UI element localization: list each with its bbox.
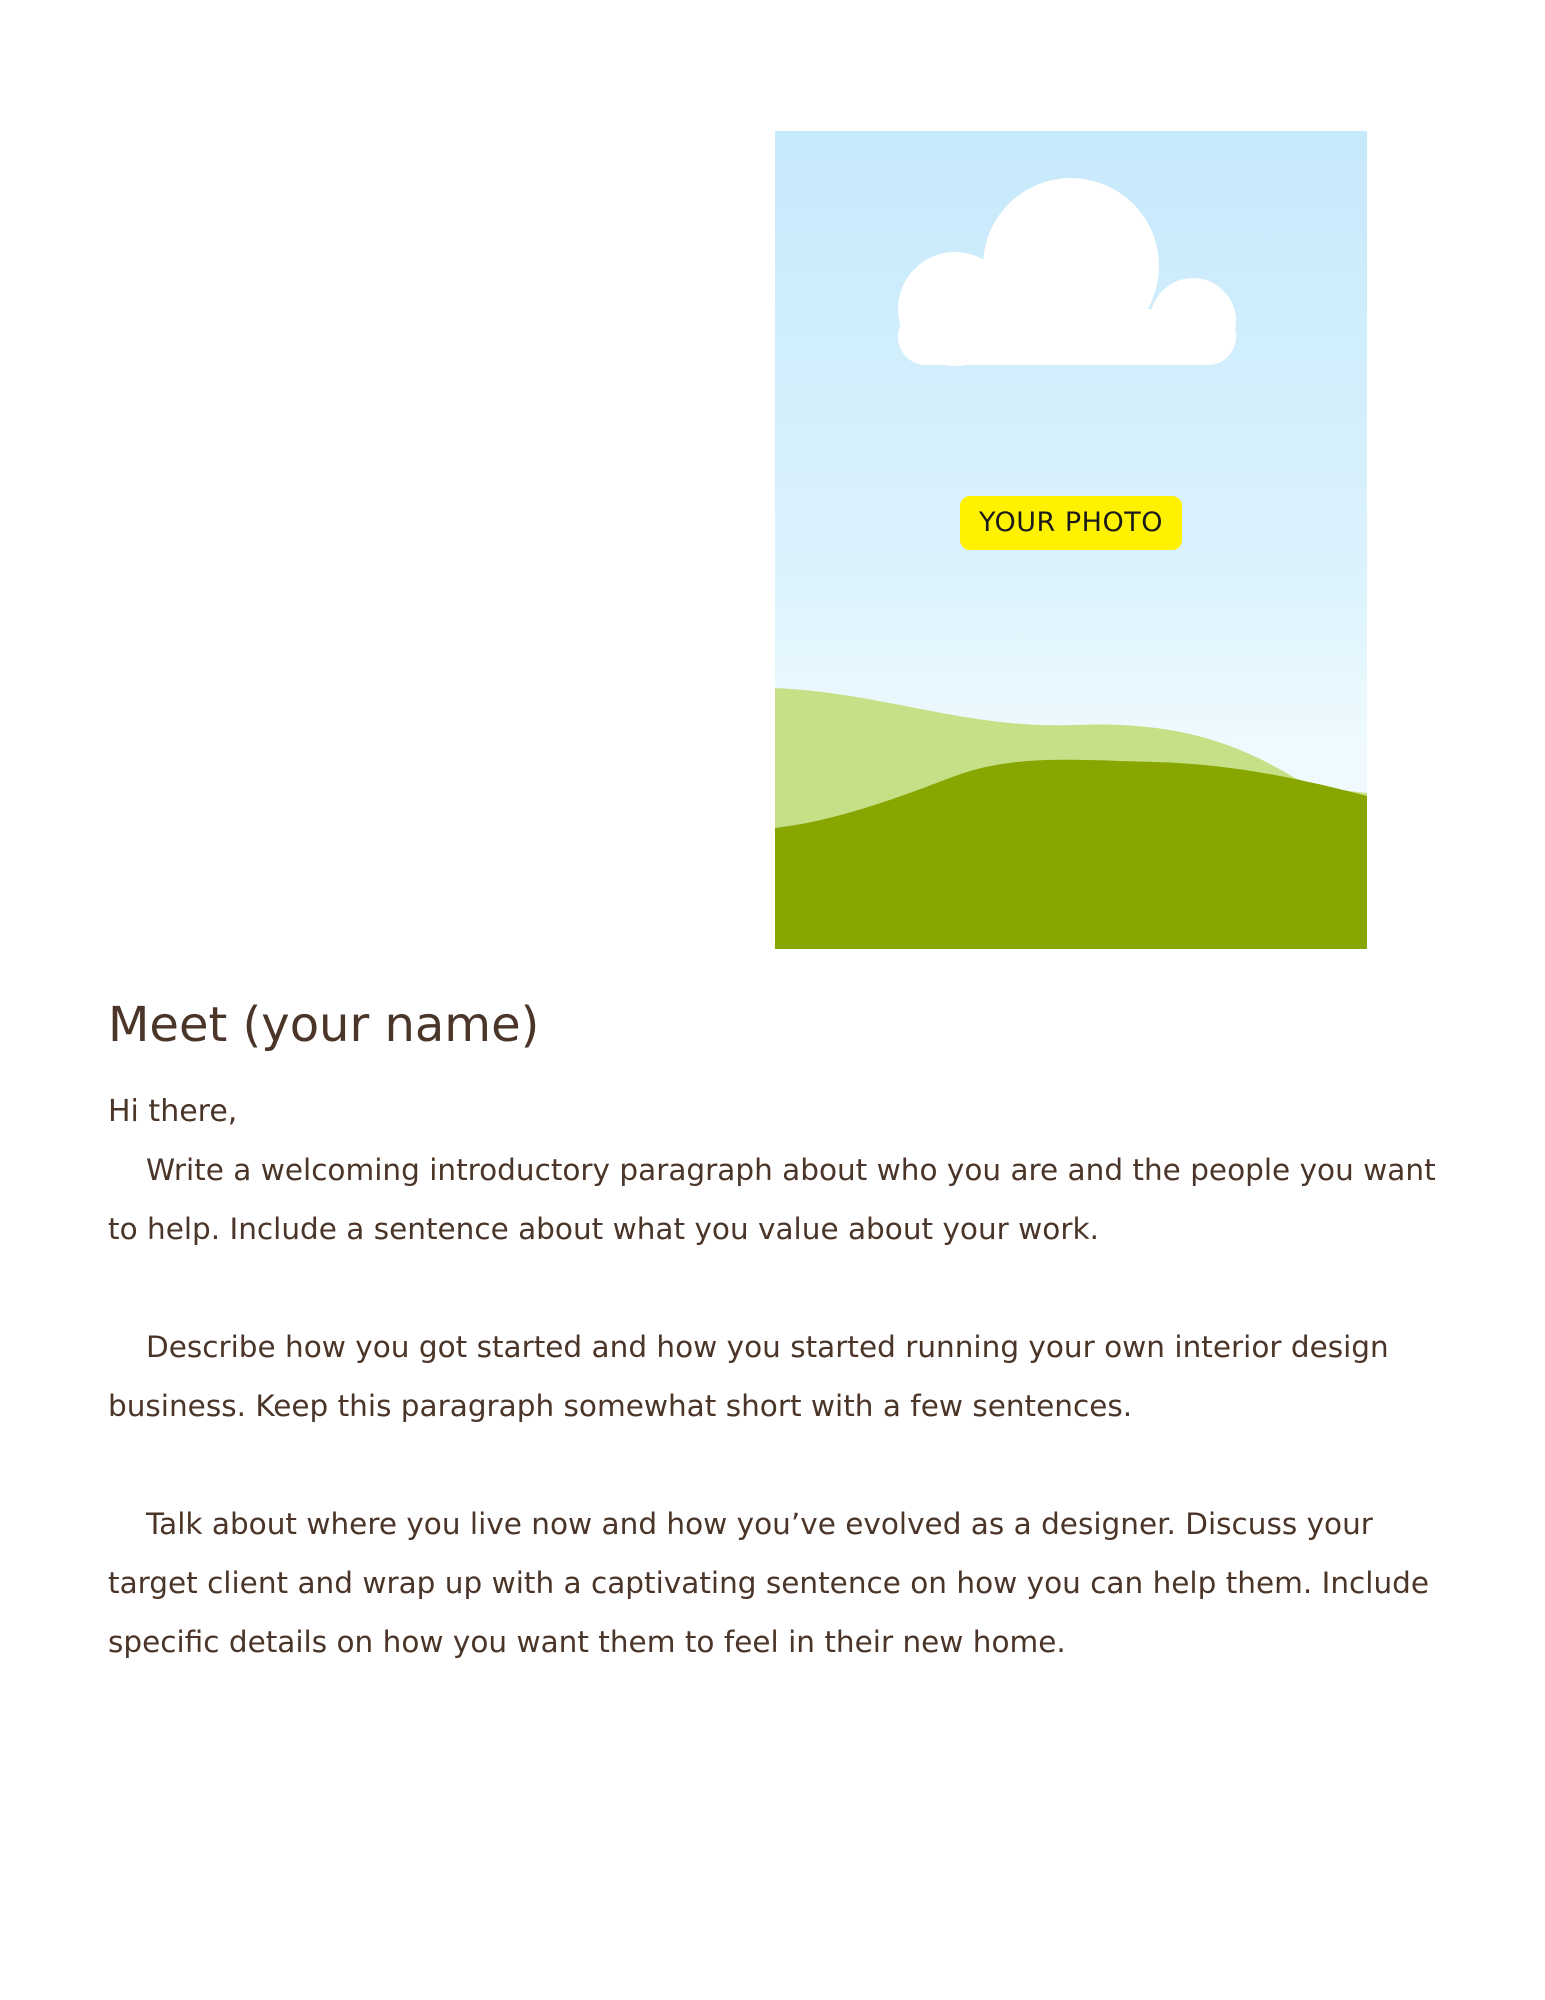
your-photo-label: YOUR PHOTO [960, 496, 1182, 550]
background-paragraph: Describe how you got started and how you started running your own interior design business. Keep this paragraph somewhat short with a few sentences. [108, 1330, 1389, 1423]
about-section [108, 990, 1448, 1672]
greeting-text: Hi there, [108, 1094, 238, 1129]
page-title: Meet (your name) [108, 997, 540, 1053]
paragraph-spacer [108, 1436, 1448, 1495]
cloud-icon [898, 178, 1236, 366]
closing-paragraph: Talk about where you live now and how you’ve evolved as a designer. Discuss your target client and wrap up with a captivating sentence on how you can help them. Include specific details on how you want them to feel in their new home. [108, 1507, 1430, 1659]
intro-paragraph: Write a welcoming introductory paragraph about who you are and the people you want to help. Include a sentence about what you value about your work. [108, 1153, 1436, 1246]
paragraph-spacer [108, 1259, 1448, 1318]
photo-placeholder[interactable] [775, 131, 1367, 949]
